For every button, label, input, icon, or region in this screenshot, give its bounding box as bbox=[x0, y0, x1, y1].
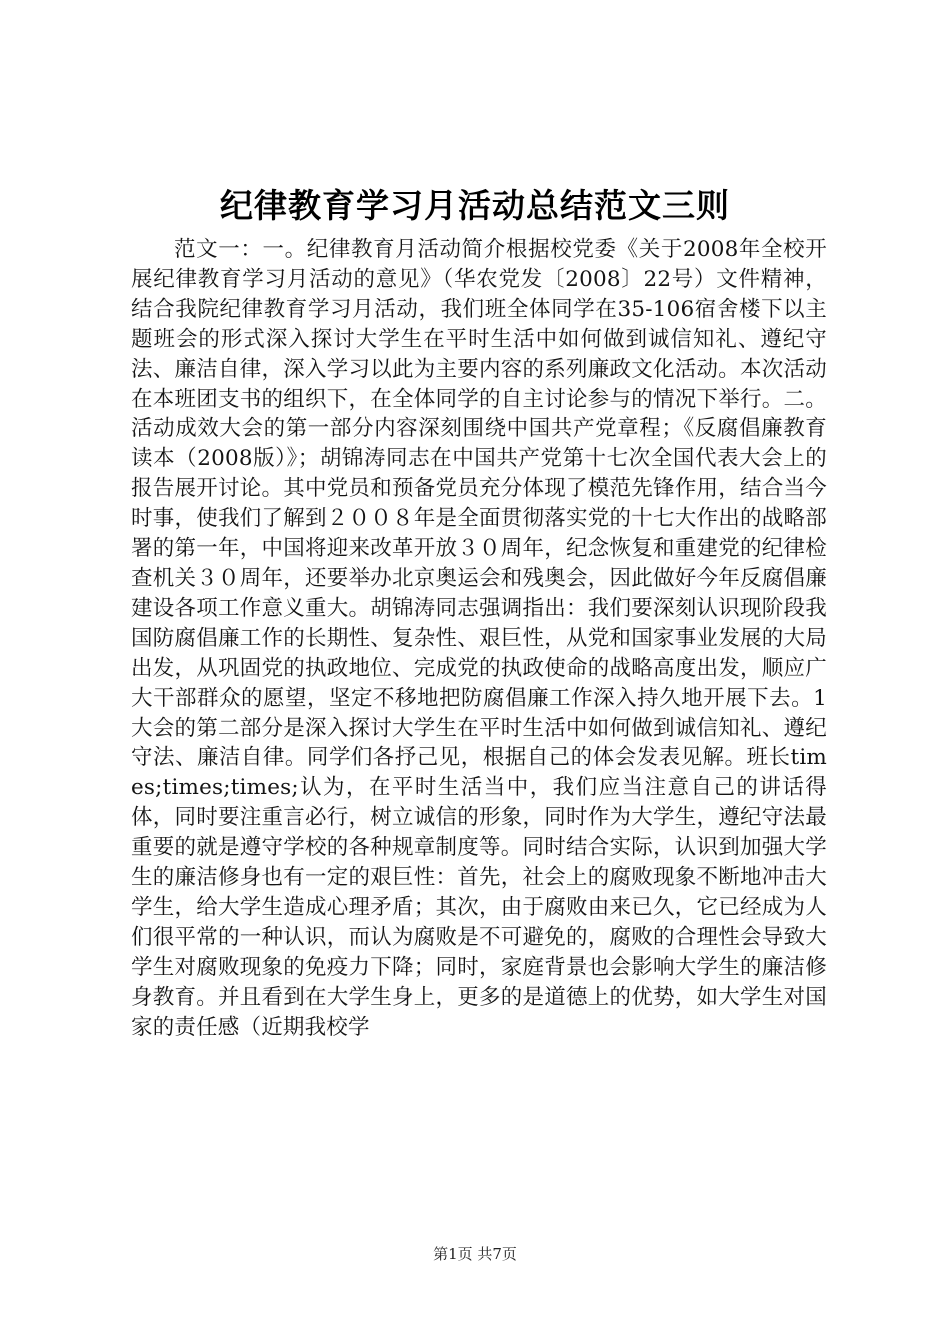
page-number-footer: 第1页 共7页 bbox=[433, 1245, 517, 1263]
document-body-paragraph: 范文一：一。纪律教育月活动简介根据校党委《关于2008年全校开展纪律教育学习月活动的意见》（华农党发〔2008〕22号）文件精神，结合我院纪律教育学习月活动，我们班全体同学在35-106宿舍楼下以主题班会的形式深入探讨大学生在平时生活中如何做到诚信知礼、遵纪守法、廉洁自律，深入学习以此为主要内容的系列廉政文化活动。本次活动在本班团支书的组织下，在全体同学的自主讨论参与的情况下举行。二。活动成效大会的第一部分内容深刻围绕中国共产党章程；《反腐倡廉教育读本（2008版）》；胡锦涛同志在中国共产党第十七次全国代表大会上的报告展开讨论。其中党员和预备党员充分体现了模范先锋作用，结合当今时事，使我们了解到２００８年是全面贯彻落实党的十七大作出的战略部署的第一年，中国将迎来改革开放３０周年，纪念恢复和重建党的纪律检查机关３０周年，还要举办北京奥运会和残奥会，因此做好今年反腐倡廉建设各项工作意义重大。胡锦涛同志强调指出：我们要深刻认识现阶段我国防腐倡廉工作的长期性、复杂性、艰巨性，从党和国家事业发展的大局出发，从巩固党的执政地位、完成党的执政使命的战略高度出发，顺应广大干部群众的愿望，坚定不移地把防腐倡廉工作深入持久地开展下去。1大会的第二部分是深入探讨大学生在平时生活中如何做到诚信知礼、遵纪守法、廉洁自律。同学们各抒己见，根据自己的体会发表见解。班长times;times;times;认为，在平时生活当中，我们应当注意自己的讲话得体，同时要注重言必行，树立诚信的形象，同时作为大学生，遵纪守法最重要的就是遵守学校的各种规章制度等。同时结合实际，认识到加强大学生的廉洁修身也有一定的艰巨性：首先，社会上的腐败现象不断地冲击大学生，给大学生造成心理矛盾；其次，由于腐败由来已久，它已经成为人们很平常的一种认识，而认为腐败是不可避免的，腐败的合理性会导致大学生对腐败现象的免疫力下降；同时，家庭背景也会影响大学生的廉洁修身教育。并且看到在大学生身上，更多的是道德上的优势，如大学生对国家的责任感（近期我校学 bbox=[131, 237, 827, 1040]
document-title: 纪律教育学习月活动总结范文三则 bbox=[220, 186, 730, 225]
